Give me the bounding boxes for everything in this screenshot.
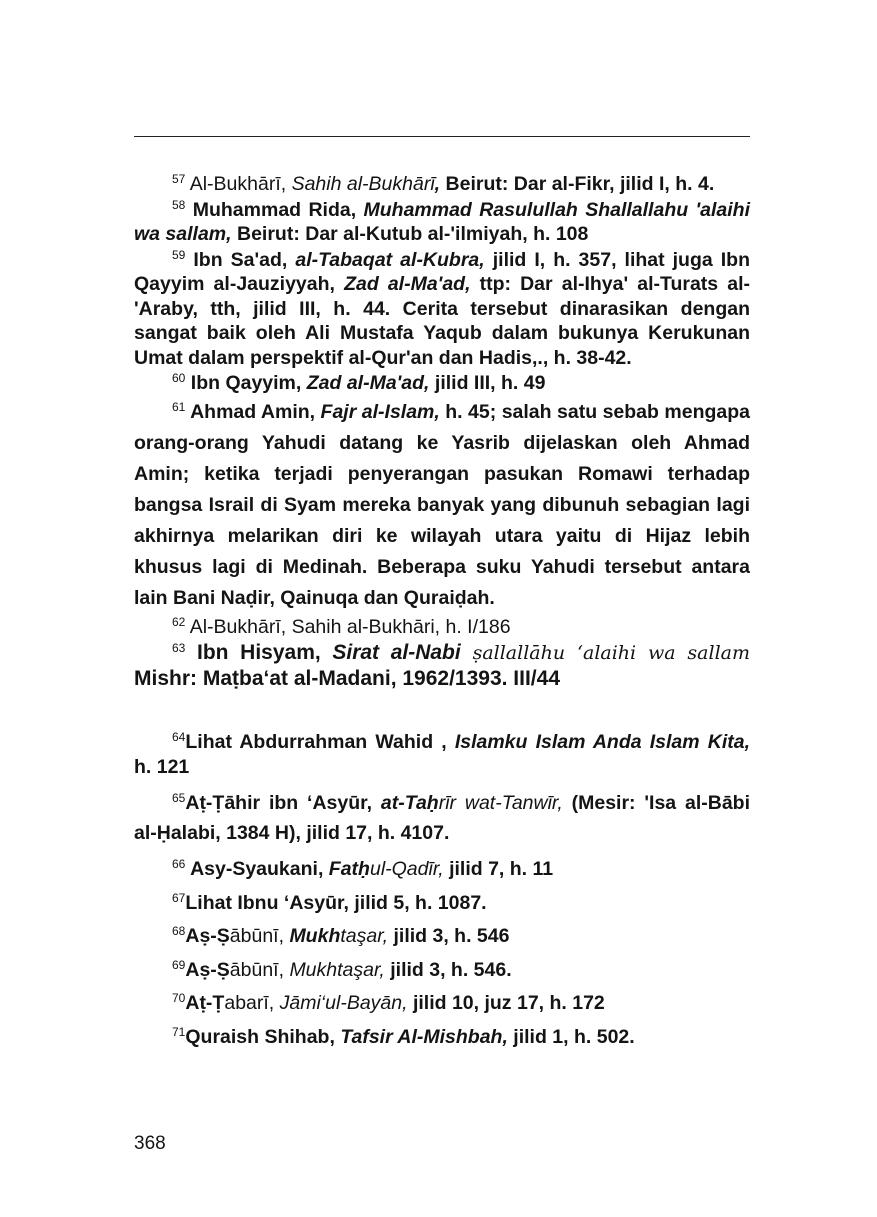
footnote-71: $^{71}$Quraish Shihab, Tafsir Al-Mishbah, jilid 1, h. 502. xyxy=(172,1024,635,1048)
footnote-69: $^{69}$Aṣ-Ṣābūnī, Mukhtaşar, jilid 3, h. 546. xyxy=(172,957,512,981)
footnote-63: $^{63}$ Ibn Hisyam, Sirat al-Nabi ṣallallāhu ‘alaihi wa sallam Mishr: Maṭba‘at al-Madani, 1962/1393. III/44 xyxy=(134,641,750,690)
footnote-58: $^{58}$ Muhammad Rida, Muhammad Rasulullah Shallallahu 'alaihi wa sallam, Beirut: Dar al-Kutub al-'ilmiyah, h. 108 xyxy=(134,197,750,245)
footnote-64: $^{64}$Lihat Abdurrahman Wahid , Islamku Islam Anda Islam Kita, h. 121 xyxy=(134,730,750,778)
footnote-57: $^{57}$ Al-Bukhārī, Sahih al-Bukhārī, Beirut: Dar al-Fikr, jilid I, h. 4. xyxy=(172,172,715,195)
footnote-separator-rule xyxy=(134,136,750,137)
footnote-66: $^{66}$ Asy-Syaukani, Fatḥul-Qadīr, jilid 7, h. 11 xyxy=(172,857,554,880)
footnote-61: $^{61}$ Ahmad Amin, Fajr al-Islam, h. 45; salah satu sebab mengapa orang-orang Yahudi datang ke Yasrib dijelaskan oleh Ahmad Amin; ketika terjadi penyerangan pasukan Romawi terhadap bangsa Israil di Syam mereka banyak yang dibunuh sebagian lagi akhirnya melarikan diri ke wilayah utara yaitu di Hijaz lebih khusus lagi di Medinah. Beberapa suku Yahudi tersebut antara lain Bani Naḍir, Qainuqa dan Quraiḍah. xyxy=(134,399,750,609)
footnote-60: $^{60}$ Ibn Qayyim, Zad al-Ma'ad, jilid III, h. 49 xyxy=(172,371,546,394)
page-number: 368 xyxy=(134,1133,166,1154)
footnote-70: $^{70}$Aṭ-Ṭabarī, Jāmi‘ul-Bayān, jilid 10, juz 17, h. 172 xyxy=(172,991,605,1014)
footnote-68: $^{68}$Aṣ-Ṣābūnī, Mukhtaşar, jilid 3, h. 546 xyxy=(172,924,510,947)
footnote-62: $^{62}$ Al-Bukhārī, Sahih al-Bukhāri, h. I/186 xyxy=(172,614,511,638)
footnotes-section xyxy=(134,172,750,1050)
footnote-59: $^{59}$ Ibn Sa'ad, al-Tabaqat al-Kubra, jilid I, h. 357, lihat juga Ibn Qayyim al-Jauziyyah, Zad al-Ma'ad, ttp: Dar al-Ihya' al-Turats al-'Araby, tth, jilid III, h. 44. Cerita tersebut dinarasikan dengan sangat baik oleh Ali Mustafa Yaqub dalam bukunya Kerukunan Umat dalam perspektif al-Qur'an dan Hadis,., h. 38-42. xyxy=(134,247,750,369)
footnote-65: $^{65}$Aṭ-Ṭāhir ibn ‘Asyūr, at-Taḥrīr wat-Tanwīr, (Mesir: 'Isa al-Bābi al-Ḥalabi, 1384 H), jilid 17, h. 4107. xyxy=(134,791,750,844)
footnote-67: $^{67}$Lihat Ibnu ‘Asyūr, jilid 5, h. 1087. xyxy=(172,890,487,914)
